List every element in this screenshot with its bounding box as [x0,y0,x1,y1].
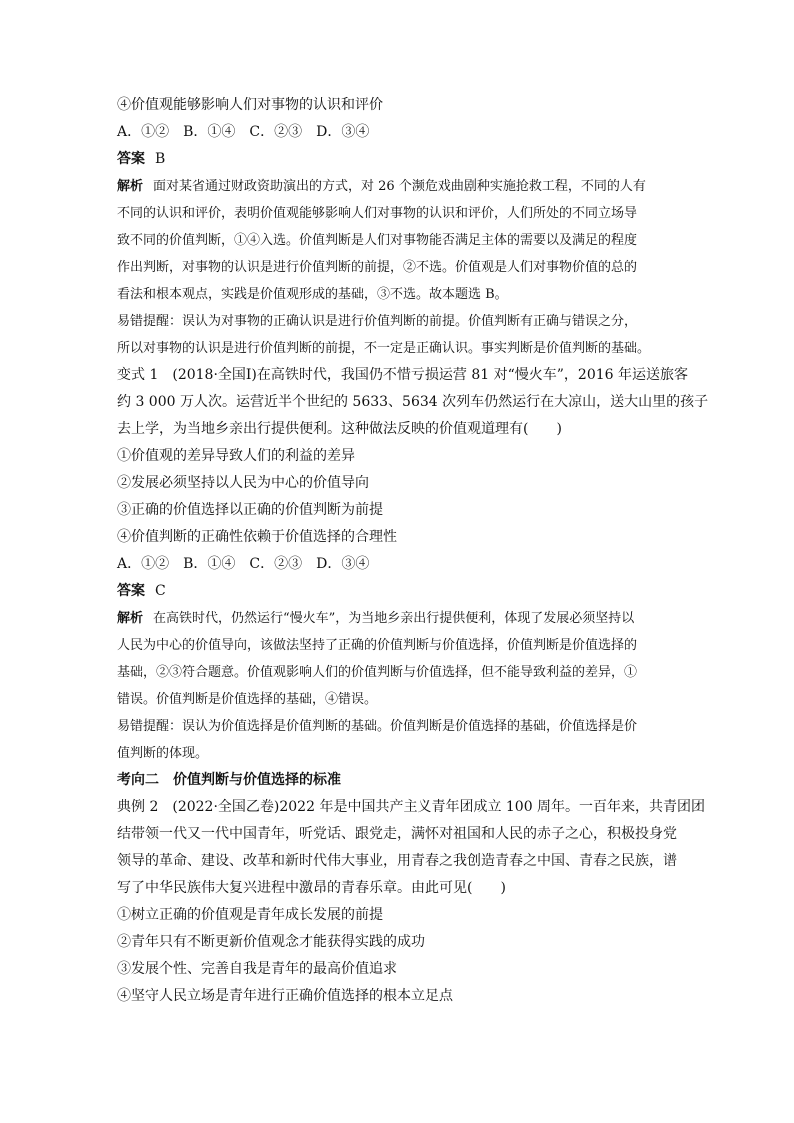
variant-option-text: ①价值观的差异导致人们的利益的差异 [117,448,355,464]
analysis-text: 致不同的价值判断，①④入选。价值判断是人们对事物能否满足主体的需要以及满足的程度 [117,233,638,248]
analysis-line [117,605,679,632]
analysis-line [117,173,679,200]
analysis-text: 看法和根本观点，实践是价值观形成的基础，③不选。故本题选 B。 [117,287,508,302]
analysis-label: 解析 [117,611,144,626]
analysis-text: 作出判断，对事物的认识是进行价值判断的前提，②不选。价值观是人们对事物价值的总的 [117,260,638,275]
example-question-text: 领导的革命、建设、改革和新时代伟大事业，用青春之我创造青春之中国、青春之民族，谱 [117,853,677,869]
variant-option-text: ③正确的价值选择以正确的价值判断为前提 [117,502,383,518]
choices-line: A．①② B．①④ C．②③ D．③④ [117,556,370,572]
analysis-text: 面对某省通过财政资助演出的方式，对 26 个濒危戏曲剧种实施抢救工程，不同的人有 [153,179,646,194]
tip-text: 值判断的体现。 [117,746,209,761]
example-question-text: 结带领一代又一代中国青年，听党话、跟党走，满怀对祖国和人民的赤子之心，积极投身党 [117,826,677,842]
example-option-text: ②青年只有不断更新价值观念才能获得实践的成功 [117,934,425,950]
section-title: 考向二 价值判断与价值选择的标准 [117,772,341,788]
variant-question-text: 约 3 000 万人次。运营近半个世纪的 5633、5634 次列车仍然运行在大凉山，送大山里的孩子 [117,394,709,410]
example-option-text: ③发展个性、完善自我是青年的最高价值追求 [117,961,397,977]
analysis-text: 在高铁时代，仍然运行“慢火车”，为当地乡亲出行提供便利，体现了发展必须坚持以 [153,611,635,626]
example-option-text: ①树立正确的价值观是青年成长发展的前提 [117,907,383,923]
tip-text: 所以对事物的认识是进行价值判断的前提，不一定是正确认识。事实判断是价值判断的基础。 [117,341,651,356]
variant-question-text: 去上学，为当地乡亲出行提供便利。这种做法反映的价值观道理有( ) [117,421,562,437]
example-option-text: ④坚守人民立场是青年进行正确价值选择的根本立足点 [117,988,453,1004]
analysis-text: 不同的认识和评价，表明价值观能够影响人们对事物的认识和评价，人们所处的不同立场导 [117,206,638,221]
document-page [117,92,709,1010]
answer-line [117,146,679,173]
example-question-text: 写了中华民族伟大复兴进程中激昂的青春乐章。由此可见( ) [117,880,506,896]
answer-value: B [155,151,166,167]
choices-line: A．①② B．①④ C．②③ D．③④ [117,124,370,140]
analysis-text: 错误。价值判断是价值选择的基础，④错误。 [117,692,378,707]
variant-option-text: ④价值判断的正确性依赖于价值选择的合理性 [117,529,397,545]
option-4-text: ④价值观能够影响人们对事物的认识和评价 [117,97,383,113]
tip-text: 易错提醒：误认为对事物的正确认识是进行价值判断的前提。价值判断有正确与错误之分， [117,314,638,329]
answer-value: C [155,583,166,599]
answer-label: 答案 [117,151,145,167]
analysis-label: 解析 [117,179,144,194]
tip-text: 易错提醒：误认为价值选择是价值判断的基础。价值判断是价值选择的基础，价值选择是价 [117,719,638,734]
analysis-text: 基础，②③符合题意。价值观影响人们的价值判断与价值选择，但不能导致利益的差异，① [117,665,638,680]
analysis-text: 人民为中心的价值导向，该做法坚持了正确的价值判断与价值选择，价值判断是价值选择的 [117,638,638,653]
example-question-text: 典例 2 (2022·全国乙卷)2022 年是中国共产主义青年团成立 100 周年。一百年来，共青团团 [117,799,706,815]
variant-question-text: 变式 1 (2018·全国Ⅰ)在高铁时代，我国仍不惜亏损运营 81 对“慢火车”，2016 年运送旅客 [117,367,688,383]
answer-line [117,578,679,605]
answer-label: 答案 [117,583,145,599]
variant-option-text: ②发展必须坚持以人民为中心的价值导向 [117,475,369,491]
